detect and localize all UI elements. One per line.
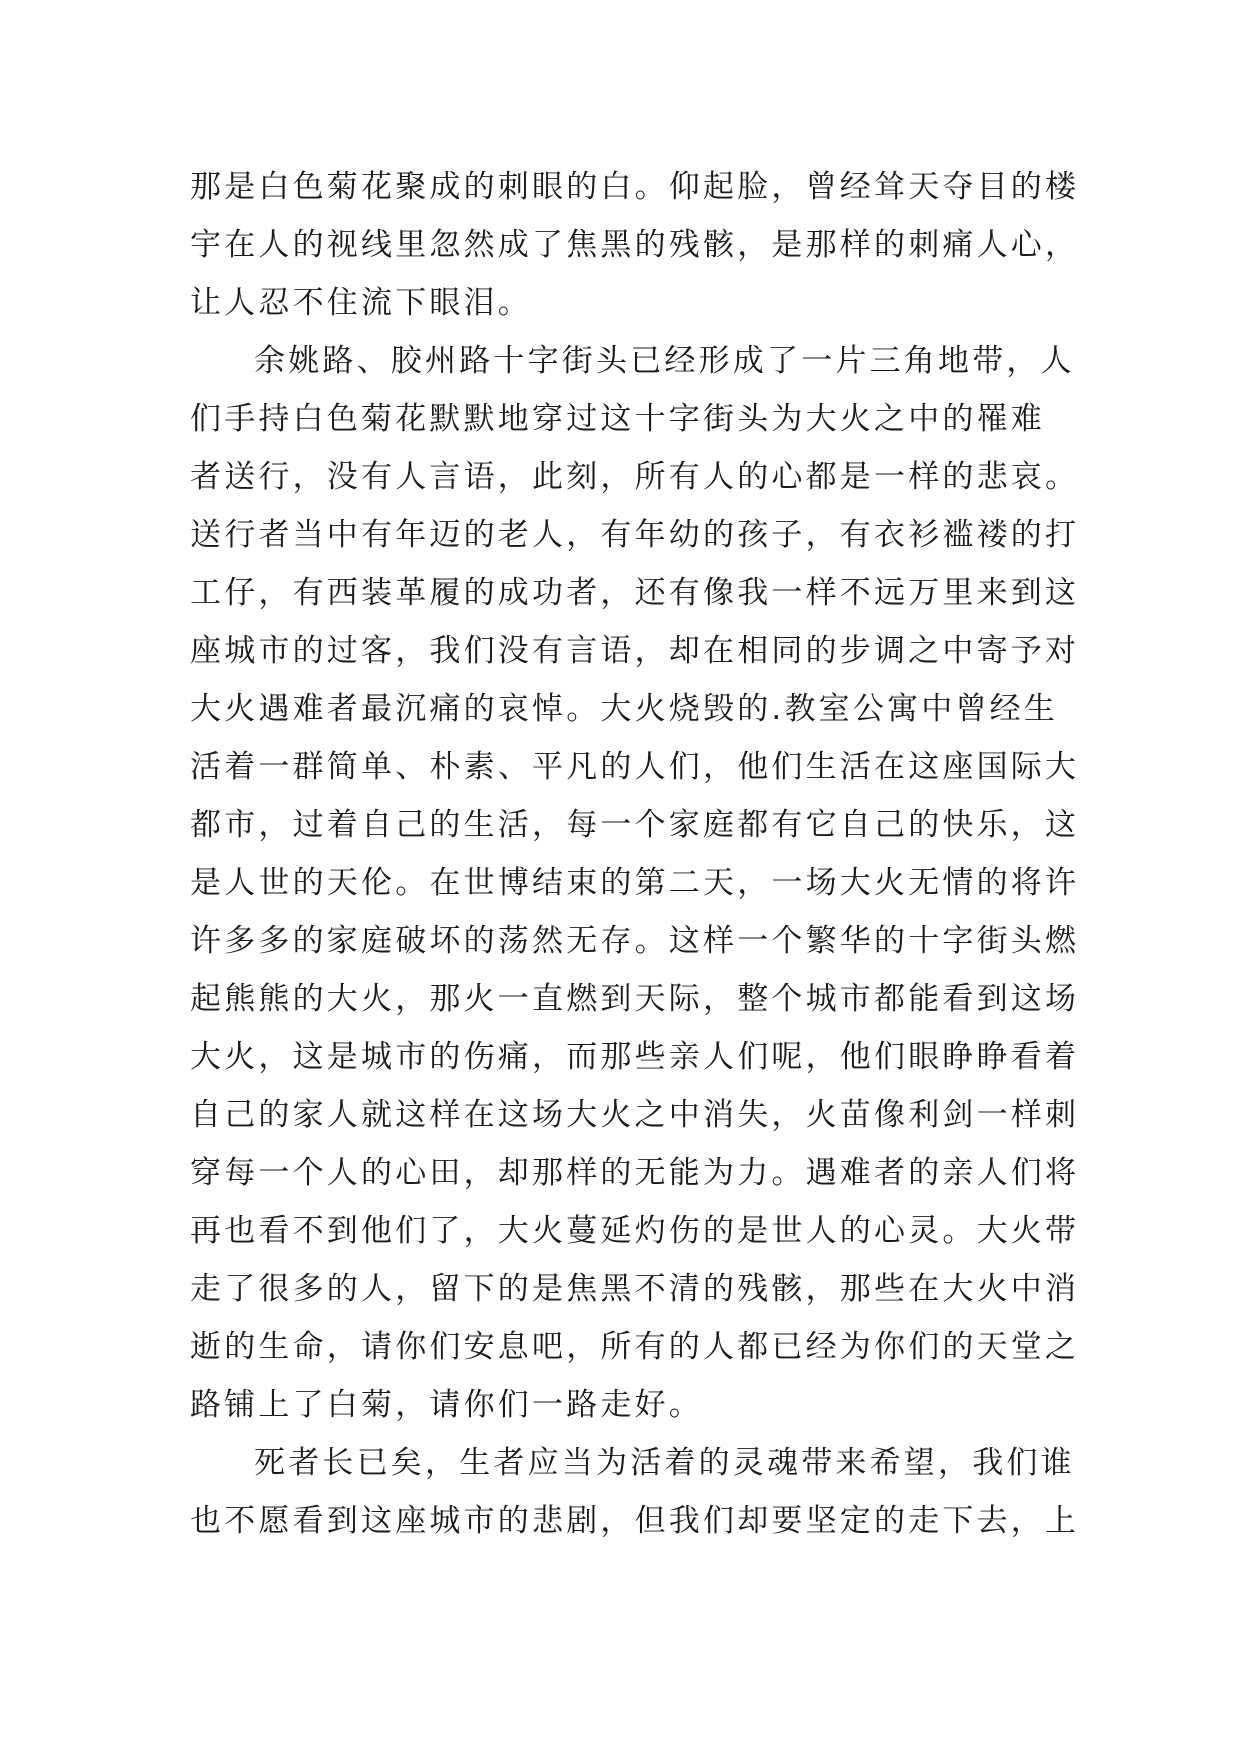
text-line: 逝的生命，请你们安息吧，所有的人都已经为你们的天堂之 — [190, 1329, 1080, 1365]
text-line: 再也看不到他们了，大火蔓延灼伤的是世人的心灵。大火带 — [190, 1213, 1080, 1249]
text-line: 大火遇难者最沉痛的哀悼。大火烧毁的.教室公寓中曾经生 — [190, 691, 1059, 727]
text-line: 送行者当中有年迈的老人，有年幼的孩子，有衣衫褴褛的打 — [190, 517, 1080, 553]
text-line: 都市，过着自己的生活，每一个家庭都有它自己的快乐，这 — [190, 807, 1080, 843]
text-line: 走了很多的人，留下的是焦黑不清的残骸，那些在大火中消 — [190, 1271, 1080, 1307]
text-line: 许多多的家庭破坏的荡然无存。这样一个繁华的十字街头燃 — [190, 923, 1080, 959]
paragraph-start-line: 余姚路、胶州路十字街头已经形成了一片三角地带，人 — [254, 343, 1075, 379]
text-line: 工仔，有西装革履的成功者，还有像我一样不远万里来到这 — [190, 575, 1080, 611]
text-line: 宇在人的视线里忽然成了焦黑的残骸，是那样的刺痛人心， — [190, 227, 1080, 263]
text-line: 活着一群简单、朴素、平凡的人们，他们生活在这座国际大 — [190, 749, 1080, 785]
text-line: 起熊熊的大火，那火一直燃到天际，整个城市都能看到这场 — [190, 981, 1080, 1017]
text-line: 们手持白色菊花默默地穿过这十字街头为大火之中的罹难 — [190, 401, 1045, 437]
text-line: 座城市的过客，我们没有言语，却在相同的步调之中寄予对 — [190, 633, 1080, 669]
text-line: 也不愿看到这座城市的悲剧，但我们却要坚定的走下去，上 — [190, 1503, 1080, 1539]
text-line: 穿每一个人的心田，却那样的无能为力。遇难者的亲人们将 — [190, 1155, 1080, 1191]
text-line: 那是白色菊花聚成的刺眼的白。仰起脸，曾经耸天夺目的楼 — [190, 169, 1080, 205]
text-line: 者送行，没有人言语，此刻，所有人的心都是一样的悲哀。 — [190, 459, 1080, 495]
text-line: 大火，这是城市的伤痛，而那些亲人们呢，他们眼睁睁看着 — [190, 1039, 1080, 1075]
text-line: 让人忍不住流下眼泪。 — [190, 285, 532, 321]
text-line: 路铺上了白菊，请你们一路走好。 — [190, 1387, 703, 1423]
paragraph-start-line: 死者长已矣，生者应当为活着的灵魂带来希望，我们谁 — [254, 1445, 1075, 1481]
text-line: 是人世的天伦。在世博结束的第二天，一场大火无情的将许 — [190, 865, 1080, 901]
text-line: 自己的家人就这样在这场大火之中消失，火苗像利剑一样刺 — [190, 1097, 1080, 1133]
body-text — [190, 158, 1080, 1550]
